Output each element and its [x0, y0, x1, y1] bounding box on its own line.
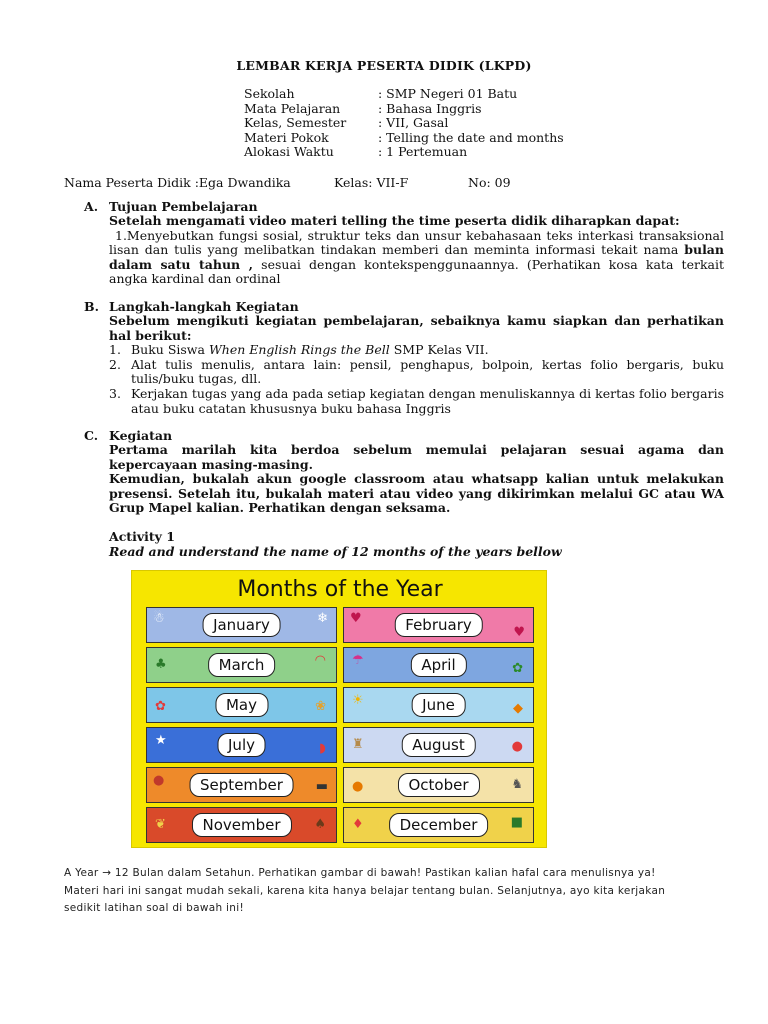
footer-line: A Year → 12 Bulan dalam Setahun. Perhatikan gambar di bawah! Pastikan kalian hafal cara menulisnya ya!: [64, 867, 656, 879]
student-class: Kelas: VII-F: [334, 175, 409, 190]
section-title: Langkah-langkah Kegiatan: [109, 299, 299, 314]
beach-ball-icon: ●: [511, 739, 523, 754]
section-b: [84, 299, 724, 416]
sun-icon: ☀: [352, 693, 364, 708]
info-value: : Bahasa Inggris: [378, 100, 482, 116]
list-text: Kerjakan tugas yang ada pada setiap kegiatan dengan menuliskannya di kertas folio bergaris atau buku catatan khususnya buku bahasa Inggris: [131, 385, 724, 416]
goal-text-end: sesuai dengan kontekspenggunaannya. (Perhatikan kosa kata terkait angka kardinal dan ordinal: [109, 256, 725, 287]
info-label: Sekolah: [244, 86, 295, 101]
info-row-kelas: [244, 116, 564, 131]
section-title: Kegiatan: [109, 428, 173, 443]
list-text-start: Buku Siswa: [131, 342, 209, 358]
heart-icon: ♥: [513, 625, 525, 640]
month-label: December: [389, 813, 489, 837]
snowman-icon: ☃: [153, 611, 165, 626]
month-label: September: [189, 773, 294, 797]
info-table: [244, 87, 564, 160]
book-title: When English Rings the Bell: [208, 342, 390, 358]
flower-icon: ✿: [512, 661, 523, 676]
list-text: [131, 343, 724, 358]
month-card-october: [343, 767, 534, 803]
section-intro: Sebelum mengikuti kegiatan pembelajaran, sebaiknya kamu siapkan dan perhatikan hal berikut:: [109, 313, 724, 343]
month-label: January: [202, 613, 281, 637]
list-text: Alat tulis menulis, antara lain: pensil, penghapus, bolpoin, kertas folio bergaris, buku tulis/buku tugas, dll.: [131, 356, 724, 387]
rainbow-icon: ◠: [314, 653, 326, 668]
footer-line: Materi hari ini sangat mudah sekali, karena kita hanya belajar tentang bulan. Selanjutnya, ayo kita kerjakan: [64, 884, 666, 897]
info-label: Kelas, Semester: [244, 115, 347, 131]
info-label: Alokasi Waktu: [244, 144, 334, 160]
list-item: [109, 343, 724, 358]
student-name: Nama Peserta Didik :Ega Dwandika: [64, 175, 291, 190]
list-number: 3.: [109, 385, 121, 401]
month-label: November: [191, 813, 291, 837]
months-poster: [131, 570, 547, 848]
snowflake-icon: ❄: [317, 611, 328, 626]
list-number: 2.: [109, 356, 121, 372]
months-grid: [146, 607, 534, 843]
activity-block: [109, 529, 562, 560]
flower-icon: ❀: [315, 699, 326, 714]
turkey-icon: ♠: [314, 817, 326, 832]
poster-title: Months of the Year: [237, 577, 443, 602]
month-label: June: [411, 693, 466, 717]
month-label: October: [397, 773, 479, 797]
section-c: [84, 428, 724, 516]
list-text-end: SMP Kelas VII.: [389, 342, 489, 358]
info-value: : 1 Pertemuan: [378, 144, 468, 160]
info-label: Mata Pelajaran: [244, 100, 341, 116]
month-label: March: [208, 653, 276, 677]
umbrella-icon: ☂: [352, 653, 364, 668]
month-card-december: [343, 807, 534, 843]
month-card-november: [146, 807, 337, 843]
info-row-materi: [244, 131, 564, 146]
section-heading: [84, 299, 724, 314]
flower-icon: ✿: [155, 699, 166, 714]
month-card-july: [146, 727, 337, 763]
goal-item: [109, 229, 724, 287]
month-card-june: [343, 687, 534, 723]
star-icon: ★: [155, 733, 167, 748]
section-title: Tujuan Pembelajaran: [109, 199, 258, 214]
watermelon-icon: ◗: [319, 741, 326, 756]
info-value: : SMP Negeri 01 Batu: [378, 86, 518, 101]
document-title: LEMBAR KERJA PESERTA DIDIK (LKPD): [236, 58, 532, 73]
section-body: [109, 214, 724, 287]
info-row-sekolah: [244, 87, 564, 102]
info-value: : VII, Gasal: [378, 115, 449, 131]
list-number: 1.: [109, 342, 121, 358]
month-card-april: [343, 647, 534, 683]
info-label: Materi Pokok: [244, 129, 329, 145]
section-a: [84, 199, 724, 287]
apple-icon: ●: [153, 773, 165, 788]
pumpkin-icon: ●: [352, 779, 364, 794]
month-label: August: [401, 733, 476, 757]
section-letter: C.: [84, 428, 99, 443]
month-card-august: [343, 727, 534, 763]
paragraph: Kemudian, bukalah akun google classroom atau whatsapp kalian untuk melakukan presensi. Setelah itu, bukalah materi atau video yang dikirimkan melalui GC atau WA Grup Mapel kalian. Perhatikan dengan seksama.: [109, 471, 724, 516]
leaf-icon: ❦: [155, 817, 166, 832]
month-card-may: [146, 687, 337, 723]
section-body: [109, 443, 724, 516]
chalkboard-icon: ▬: [315, 779, 328, 794]
gift-icon: ■: [510, 815, 523, 830]
info-row-alokasi: [244, 145, 564, 160]
section-body: [109, 314, 724, 416]
student-number: No: 09: [468, 175, 511, 190]
clover-icon: ♣: [155, 657, 167, 672]
section-intro: Setelah mengamati video materi telling the time peserta didik diharapkan dapat:: [109, 213, 680, 228]
section-heading: [84, 428, 724, 443]
section-letter: B.: [84, 299, 99, 314]
month-label: February: [394, 613, 482, 637]
list-item: [109, 387, 724, 416]
activity-subtitle: Read and understand the name of 12 months of the years bellow: [109, 544, 562, 559]
section-letter: A.: [84, 199, 99, 214]
candle-icon: ♦: [352, 817, 364, 832]
month-label: May: [215, 693, 268, 717]
footer-line: sedikit latihan soal di bawah ini!: [64, 902, 244, 914]
cat-icon: ♞: [511, 777, 523, 792]
list-item: [109, 358, 724, 387]
month-label: July: [217, 733, 266, 757]
month-card-february: [343, 607, 534, 643]
paragraph: Pertama marilah kita berdoa sebelum memulai pelajaran sesuai agama dan kepercayaan masing-masing.: [109, 442, 724, 472]
month-card-january: [146, 607, 337, 643]
goal-bold: bulan dalam satu tahun ,: [109, 242, 724, 272]
info-row-mapel: [244, 102, 564, 117]
heart-icon: ♥: [350, 611, 362, 626]
sandcastle-icon: ♜: [352, 737, 364, 752]
month-label: April: [410, 653, 466, 677]
fish-icon: ◆: [513, 701, 523, 716]
section-heading: [84, 199, 724, 214]
month-card-march: [146, 647, 337, 683]
footer-note: [64, 865, 724, 918]
activity-title: Activity 1: [109, 529, 175, 544]
info-value: : Telling the date and months: [378, 129, 564, 145]
month-card-september: [146, 767, 337, 803]
goal-text: 1.Menyebutkan fungsi sosial, struktur teks dan unsur kebahasaan teks interkasi transaksional lisan dan tulis yang melibatkan tindakan memberi dan meminta informasi tekait nama: [109, 227, 724, 258]
